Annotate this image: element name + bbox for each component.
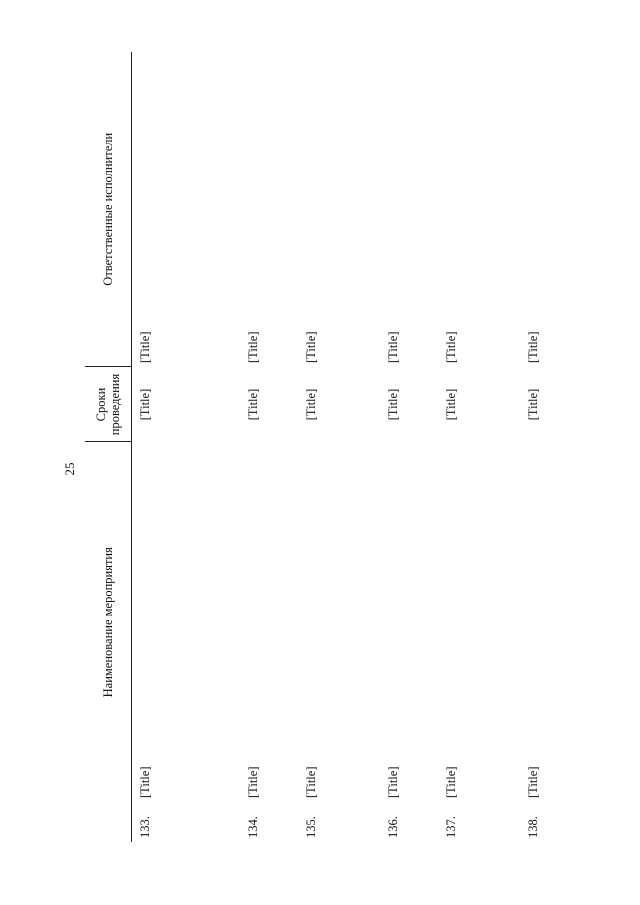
header-term: Сроки проведения — [85, 367, 132, 442]
row-term: [Title] — [444, 388, 458, 421]
row-term: [Title] — [526, 388, 540, 421]
table-row — [298, 52, 380, 842]
row-responsible: [Title] — [526, 331, 540, 363]
row-name: [Title] — [386, 766, 400, 798]
table-row — [438, 52, 520, 842]
row-term: [Title] — [304, 388, 318, 421]
rotated-content — [63, 52, 613, 842]
row-num: 138. — [526, 816, 540, 838]
table-row — [520, 52, 578, 842]
row-num: 134. — [246, 816, 260, 838]
row-term: [Title] — [386, 388, 400, 421]
header-name: Наименование мероприятия — [85, 442, 132, 802]
row-name: [Title] — [444, 766, 458, 798]
header-responsible: Ответственные исполнители — [85, 52, 132, 367]
events-table — [85, 52, 578, 842]
row-responsible: [Title] — [386, 331, 400, 363]
table-row — [380, 52, 438, 842]
table-row — [240, 52, 298, 842]
row-num: 133. — [138, 816, 152, 838]
page-number: 25 — [62, 462, 77, 476]
row-term: [Title] — [246, 388, 260, 421]
row-num: 136. — [386, 816, 400, 838]
row-responsible: [Title] — [246, 331, 260, 363]
row-name: [Title] — [138, 766, 152, 798]
row-name: [Title] — [246, 766, 260, 798]
row-term: [Title] — [138, 388, 152, 421]
table-header-row — [85, 52, 132, 842]
row-num: 135. — [304, 816, 318, 838]
row-responsible: [Title] — [444, 331, 458, 363]
row-responsible: [Title] — [304, 331, 318, 363]
table-row — [132, 52, 241, 842]
row-name: [Title] — [304, 766, 318, 798]
row-responsible: [Title] — [138, 331, 152, 363]
row-num: 137. — [444, 816, 458, 838]
header-num — [85, 802, 132, 842]
row-name: [Title] — [526, 766, 540, 798]
